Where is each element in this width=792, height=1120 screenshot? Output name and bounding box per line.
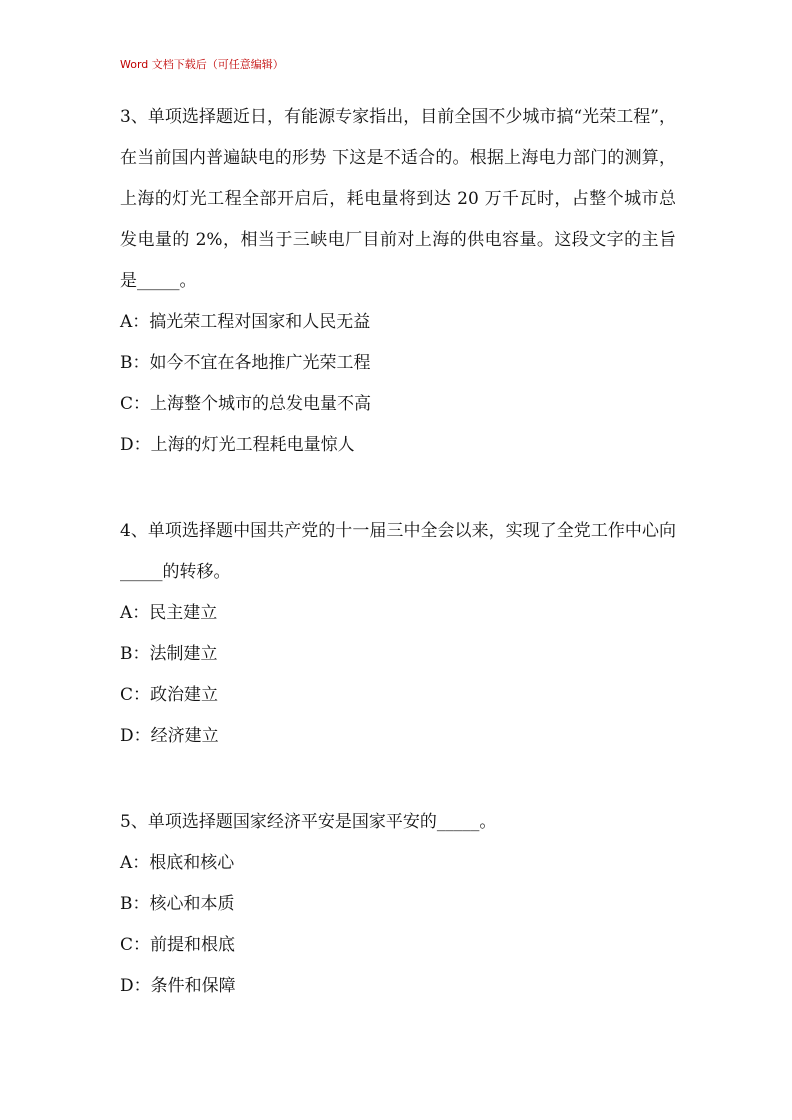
question-3 bbox=[120, 97, 676, 466]
question-3-option-d: D：上海的灯光工程耗电量惊人 bbox=[120, 435, 355, 455]
question-5-stem: 5、单项选择题国家经济平安是国家平安的_____。 bbox=[120, 812, 497, 832]
question-3-stem: 3、单项选择题近日，有能源专家指出，目前全国不少城市搞“光荣工程”，在当前国内普遍缺电的形势 下这是不适合的。根据上海电力部门的测算，上海的灯光工程全部开启后，耗电量将到达 20 万千瓦时，占整个城市总发电量的 2%，相当于三峡电厂目前对上海的供电容量。这段文字的主旨是_____。 bbox=[120, 107, 676, 291]
question-3-option-b: B：如今不宜在各地推广光荣工程 bbox=[120, 353, 371, 373]
question-3-option-a: A：搞光荣工程对国家和人民无益 bbox=[120, 312, 371, 332]
question-4-option-a: A：民主建立 bbox=[120, 603, 218, 623]
question-4-option-d: D：经济建立 bbox=[120, 726, 219, 746]
question-5 bbox=[120, 802, 676, 1007]
question-4-stem: 4、单项选择题中国共产党的十一届三中全会以来，实现了全党工作中心向_____的转移。 bbox=[120, 521, 676, 582]
question-4 bbox=[120, 511, 676, 757]
question-5-option-d: D：条件和保障 bbox=[120, 976, 236, 996]
question-4-option-c: C：政治建立 bbox=[120, 685, 219, 705]
question-4-option-b: B：法制建立 bbox=[120, 644, 218, 664]
question-5-option-a: A：根底和核心 bbox=[120, 853, 235, 873]
question-5-option-b: B：核心和本质 bbox=[120, 894, 235, 914]
question-3-option-c: C：上海整个城市的总发电量不高 bbox=[120, 394, 372, 414]
question-5-option-c: C：前提和根底 bbox=[120, 935, 236, 955]
document-header: Word 文档下载后（可任意编辑） bbox=[120, 58, 284, 71]
